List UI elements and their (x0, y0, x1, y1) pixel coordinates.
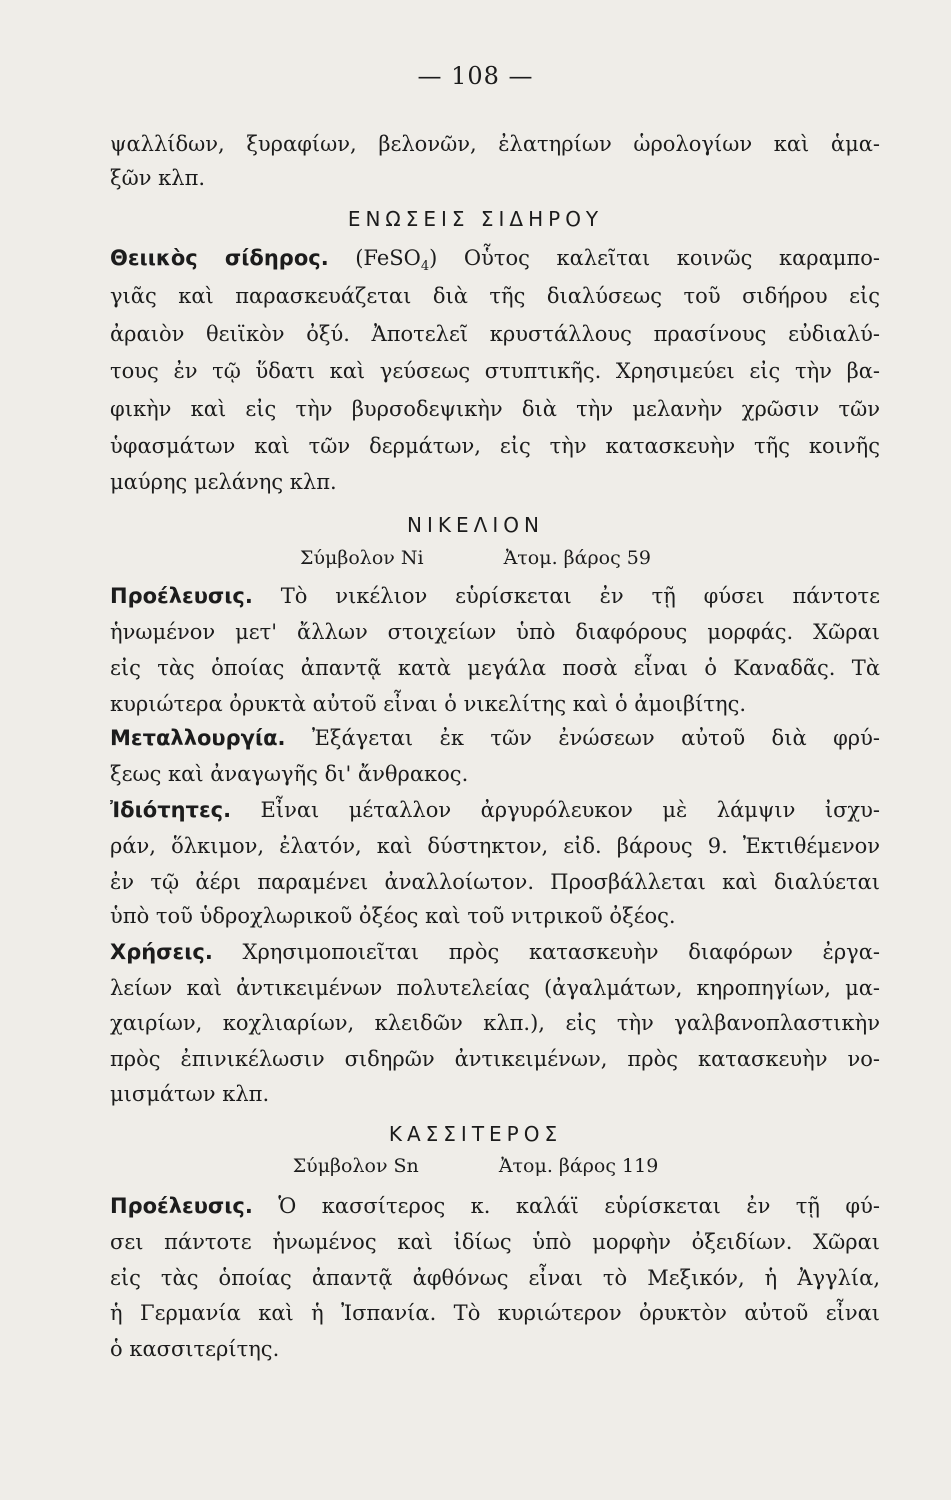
text-line: ἡ Γερμανία καὶ ἡ Ἰσπανία. Τὸ κυριώτερον ὀρυκτὸν αὐτοῦ εἶναι (110, 1301, 880, 1325)
text-line: μισμάτων κλπ. (110, 1082, 270, 1106)
atomic-weight: Ἀτομ. βάρος 59 (503, 547, 651, 569)
text-span: Χρησιμοποιεῖται πρὸς κατασκευὴν διαφόρων ἐργα- (212, 940, 880, 964)
term-ferrous-sulfate: Θειικὸς σίδηρος. (110, 246, 329, 270)
element-meta-tin (0, 1150, 951, 1182)
atomic-symbol: Σύμβολον Sn (292, 1155, 419, 1177)
term-origin: Προέλευσις. (110, 584, 253, 608)
text-span: ) Οὗτος καλεῖται κοινῶς καραμπο- (429, 246, 880, 270)
text-line: ἀραιὸν θειϊκὸν ὀξύ. Ἀποτελεῖ κρυστάλλους πρασίνους εὐδιαλύ- (110, 322, 880, 346)
atomic-weight: Ἀτομ. βάρος 119 (498, 1155, 659, 1177)
text-line: εἰς τὰς ὁποίας ἀπαντᾷ κατὰ μεγάλα ποσὰ εἶναι ὁ Καναδᾶς. Τὰ (110, 656, 880, 680)
text-line: φικὴν καὶ εἰς τὴν βυρσοδεψικὴν διὰ τὴν μελανὴν χρῶσιν τῶν (110, 397, 880, 421)
term-origin: Προέλευσις. (110, 1194, 253, 1218)
paragraph-first-line (110, 936, 880, 968)
formula: (FeSO$_4$ (328, 246, 430, 275)
paragraph-first-line (110, 1190, 880, 1222)
element-meta-nickel (0, 542, 951, 574)
text-line: ὁ κασσιτερίτης. (110, 1337, 280, 1361)
text-line: ὑπὸ τοῦ ὑδροχλωρικοῦ ὀξέος καὶ τοῦ νιτρικοῦ ὀξέος. (110, 904, 676, 928)
text-span: Ἐξάγεται ἐκ τῶν ἐνώσεων αὐτοῦ διὰ φρύ- (285, 726, 880, 750)
paragraph-first-line (110, 794, 880, 826)
section-heading-iron: ΕΝΩΣΕΙΣ ΣΙΔΗΡΟΥ (347, 207, 604, 231)
text-line: γιᾶς καὶ παρασκευάζεται διὰ τῆς διαλύσεως τοῦ σιδήρου εἰς (110, 284, 880, 308)
atomic-symbol: Σύμβολον Ni (300, 547, 424, 569)
term-metallurgy: Μεταλλουργία. (110, 726, 286, 750)
text-line: σει πάντοτε ἡνωμένος καὶ ἰδίως ὑπὸ μορφὴν ὀξειδίων. Χῶραι (110, 1230, 880, 1254)
text-line: λείων καὶ ἀντικειμένων πολυτελείας (ἀγαλμάτων, κηροπηγίων, μα- (110, 976, 880, 1000)
text-line: χαιρίων, κοχλιαρίων, κλειδῶν κλπ.), εἰς τὴν γαλβανοπλαστικὴν (110, 1011, 880, 1035)
text-span: Εἶναι μέταλλον ἀργυρόλευκον μὲ λάμψιν ἰσχυ- (231, 798, 880, 822)
section-heading-tin: ΚΑΣΣΙΤΕΡΟΣ (388, 1122, 563, 1146)
text-line: ὑφασμάτων καὶ τῶν δερμάτων, εἰς τὴν κατασκευὴν τῆς κοινῆς (110, 434, 880, 458)
term-properties: Ἰδιότητες. (110, 798, 232, 822)
section-heading-nickel: ΝΙΚΕΛΙΟΝ (407, 513, 544, 537)
text-line: ψαλλίδων, ξυραφίων, βελονῶν, ἐλατηρίων ὡρολογίων καὶ ἁμα- (110, 132, 880, 156)
text-line: ξῶν κλπ. (110, 166, 206, 190)
text-line: πρὸς ἐπινικέλωσιν σιδηρῶν ἀντικειμένων, πρὸς κατασκευὴν νο- (110, 1047, 880, 1071)
text-line: μαύρης μελάνης κλπ. (110, 470, 337, 494)
text-line: κυριώτερα ὀρυκτὰ αὐτοῦ εἶναι ὁ νικελίτης καὶ ὁ ἀμοιβίτης. (110, 692, 747, 716)
text-span: Ὁ κασσίτερος κ. καλάϊ εὑρίσκεται ἐν τῇ φύ- (252, 1194, 880, 1218)
page-number: — 108 — (417, 62, 534, 90)
text-line: ράν, ὅλκιμον, ἐλατόν, καὶ δύστηκτον, εἰδ. βάρους 9. Ἐκτιθέμενον (110, 834, 880, 858)
text-line: ἡνωμένον μετ' ἄλλων στοιχείων ὑπὸ διαφόρους μορφάς. Χῶραι (110, 620, 880, 644)
term-uses: Χρήσεις. (110, 940, 213, 964)
paragraph-first-line (110, 580, 880, 612)
text-line: εἰς τὰς ὁποίας ἀπαντᾷ ἀφθόνως εἶναι τὸ Μεξικόν, ἡ Ἀγγλία, (110, 1266, 880, 1290)
text-span: Τὸ νικέλιον εὑρίσκεται ἐν τῇ φύσει πάντοτε (252, 584, 880, 608)
paragraph-first-line (110, 722, 880, 754)
text-line: τους ἐν τῷ ὕδατι καὶ γεύσεως στυπτικῆς. Χρησιμεύει εἰς τὴν βα- (110, 359, 880, 383)
text-line: ξεως καὶ ἀναγωγῆς δι' ἄνθρακος. (110, 762, 469, 786)
paragraph-first-line (110, 242, 880, 283)
text-line: ἐν τῷ ἀέρι παραμένει ἀναλλοίωτον. Προσβάλλεται καὶ διαλύεται (110, 870, 880, 894)
